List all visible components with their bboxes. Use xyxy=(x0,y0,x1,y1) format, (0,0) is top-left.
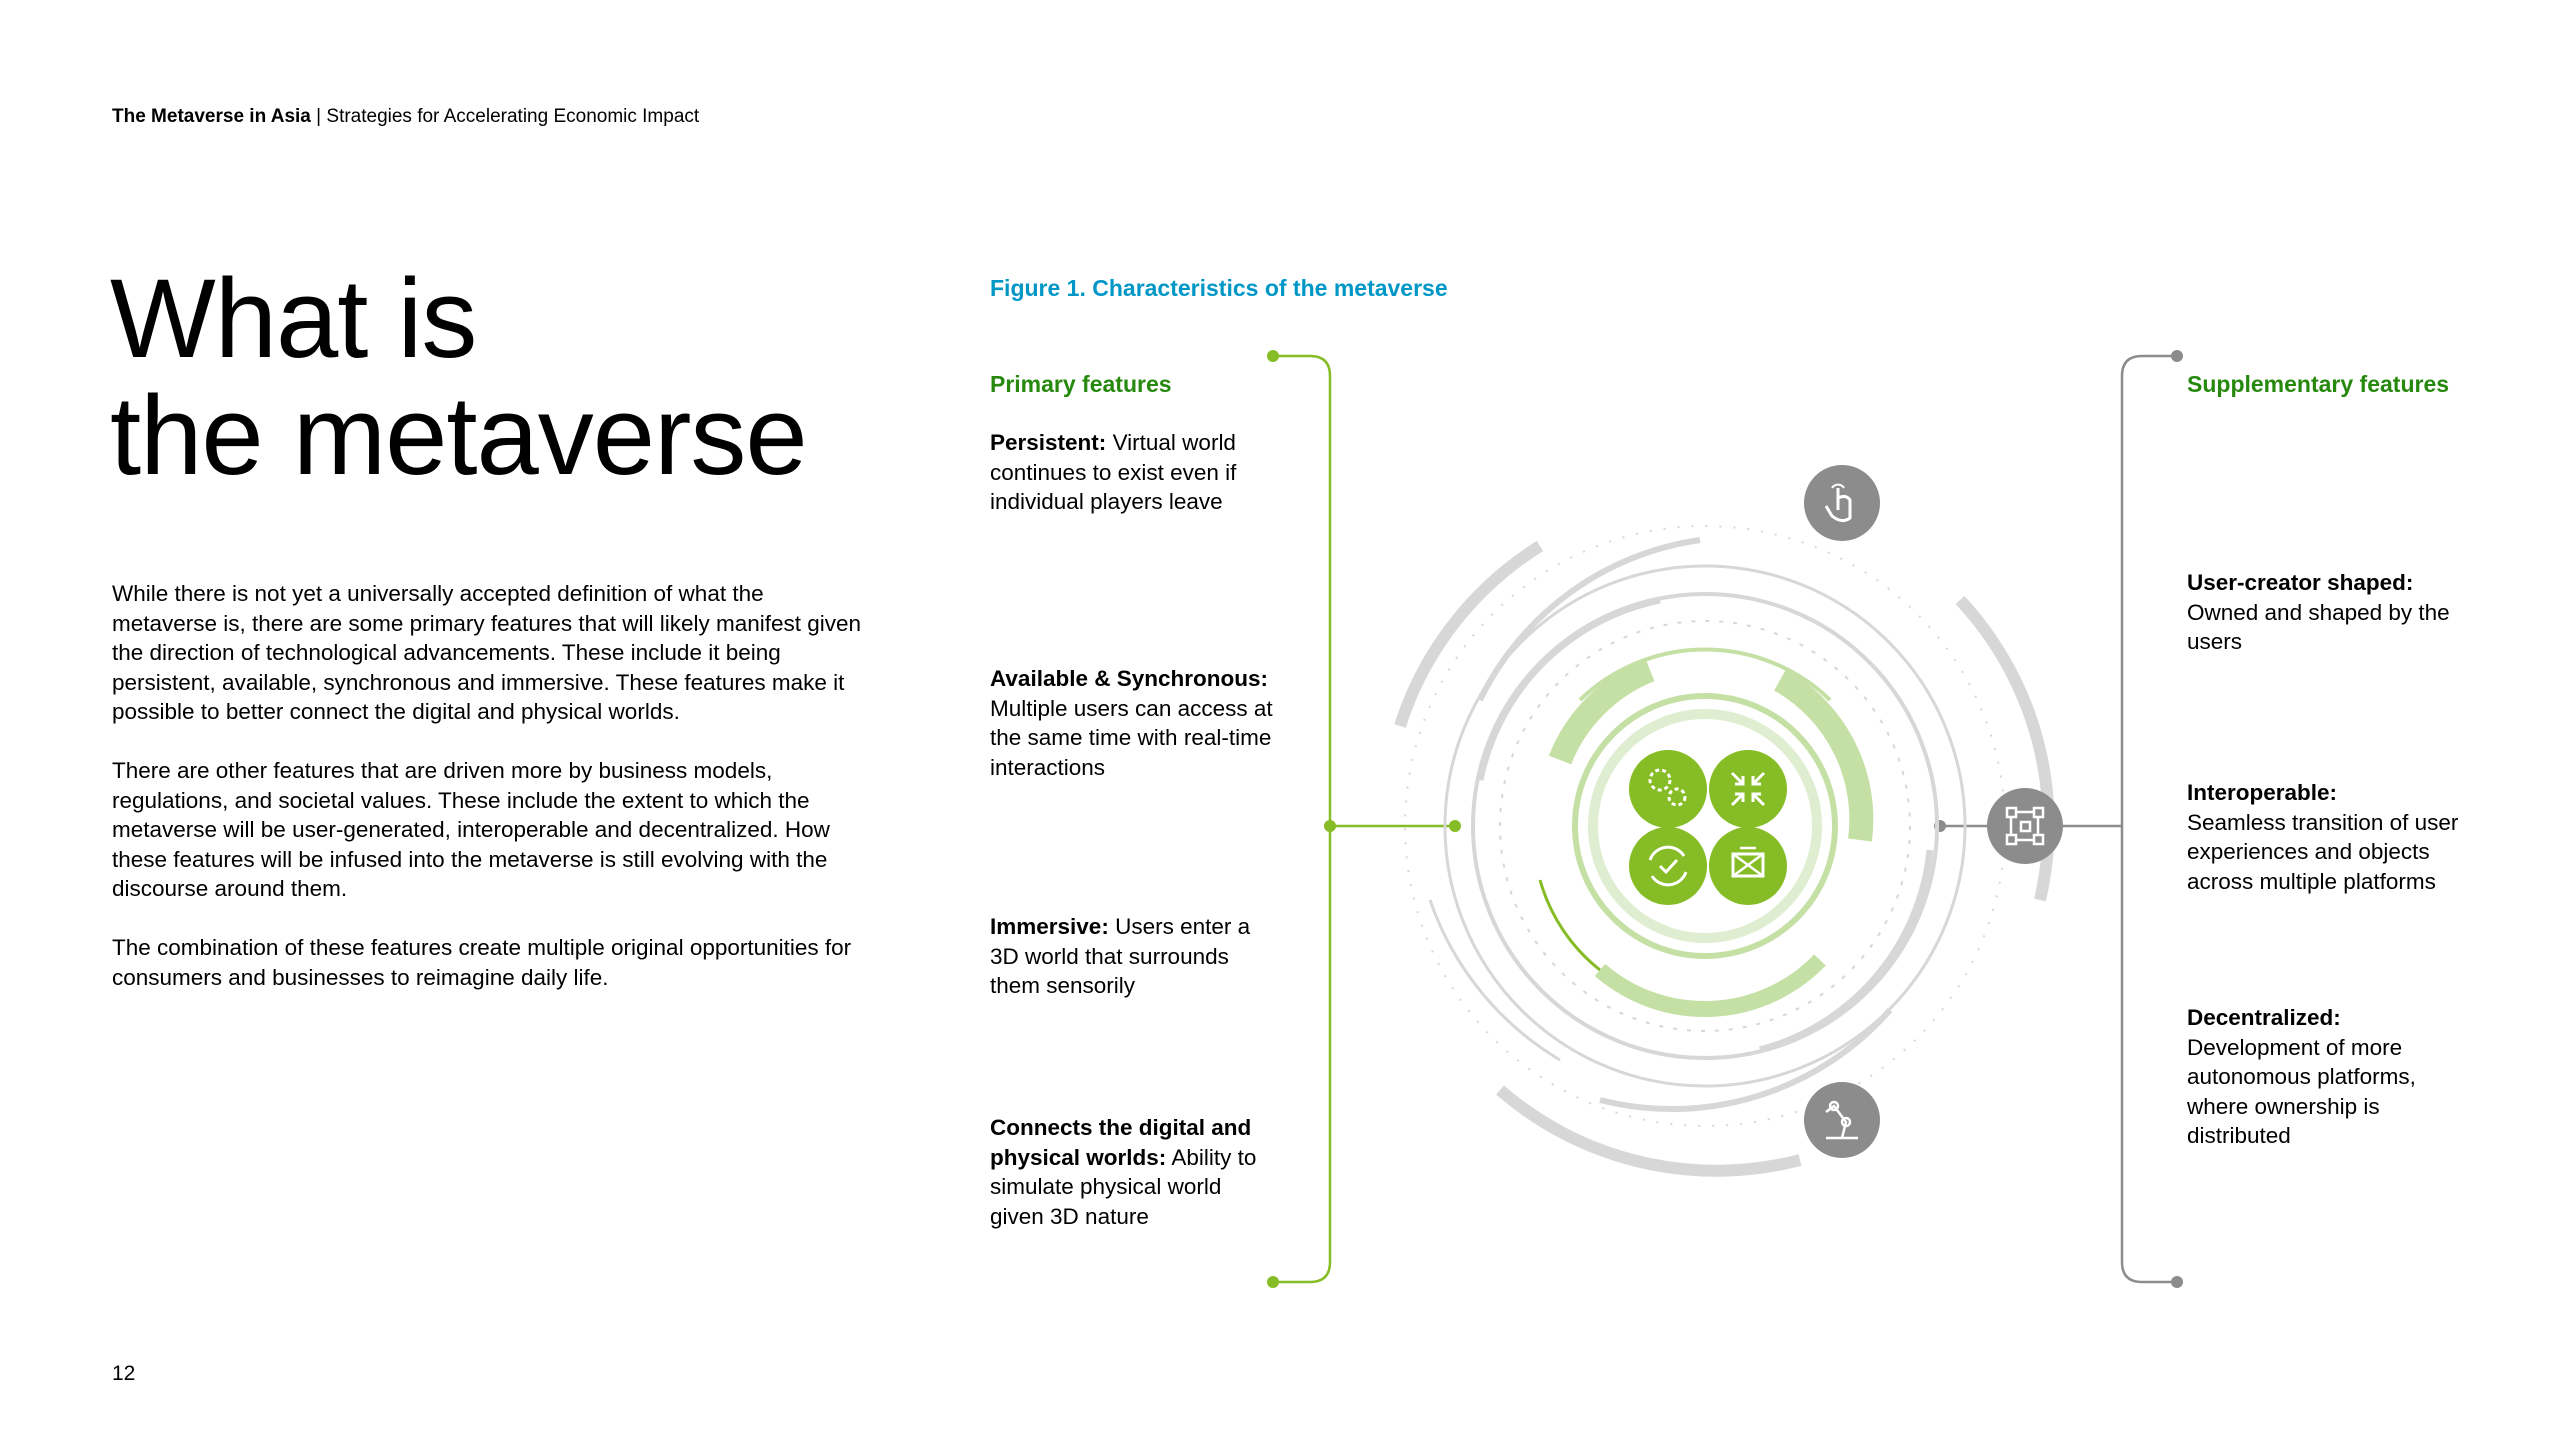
feature-label: Decentralized: xyxy=(2187,1005,2341,1030)
feature-text: Multiple users can access at the same time with real-time interactions xyxy=(990,695,1273,780)
feature-label: Available & Synchronous: xyxy=(990,666,1268,691)
outer-icon-robot-arm-icon xyxy=(1804,1082,1880,1158)
page-title-line-2: the metaverse xyxy=(110,373,807,498)
primary-feature-connects-worlds xyxy=(990,1113,1280,1231)
header-doc-title: The Metaverse in Asia xyxy=(112,106,311,127)
outer-icon-network-nodes-icon xyxy=(1987,788,2063,864)
center-icon-digital-physical-icon xyxy=(1709,827,1787,905)
feature-text: Users enter a 3D world that surrounds them sensorily xyxy=(990,914,1251,998)
center-icon-gears-icon xyxy=(1629,750,1707,828)
supplementary-bracket-dot-top xyxy=(2171,350,2183,362)
center-icon-sync-check-icon xyxy=(1629,827,1707,905)
page-number: 12 xyxy=(112,1362,136,1385)
outer-icon-hand-pointer-icon xyxy=(1804,465,1880,541)
primary-feature-immersive xyxy=(990,912,1270,1001)
supplementary-features-heading: Supplementary features xyxy=(2187,371,2450,397)
feature-text: Development of more autonomous platforms, where ownership is distributed xyxy=(2187,1034,2416,1148)
feature-label: Persistent: xyxy=(990,430,1107,455)
supplementary-feature-decentralized xyxy=(2187,1003,2457,1151)
figure-title: Figure 1. Characteristics of the metaverse xyxy=(990,275,1448,301)
feature-label: User-creator shaped: xyxy=(2187,570,2414,595)
primary-feature-available-synchronous xyxy=(990,664,1280,782)
primary-features-heading: Primary features xyxy=(990,371,1172,397)
primary-bracket-dot-bottom xyxy=(1267,1276,1279,1288)
primary-connector-dot xyxy=(1449,820,1461,832)
primary-bracket xyxy=(1273,356,1455,1282)
body-paragraph-3: The combination of these features create multiple original opportunities for consumers and businesses to reimagine daily life. xyxy=(112,935,852,990)
feature-label: Interoperable: xyxy=(2187,780,2338,805)
header-subtitle: Strategies for Accelerating Economic Impact xyxy=(326,106,700,127)
primary-bracket-dot-mid xyxy=(1324,820,1336,832)
body-paragraph-1: While there is not yet a universally accepted definition of what the metaverse is, there are some primary features that will likely manifest given the direction of technological advancements. These include it being persistent, available, synchronous and immersive. These features make it possible to better connect the digital and physical worlds. xyxy=(112,581,862,724)
center-icon-compress-arrows-icon xyxy=(1709,750,1787,828)
primary-bracket-dot-top xyxy=(1267,350,1279,362)
page-title-line-1: What is xyxy=(110,256,477,381)
body-paragraph-2: There are other features that are driven more by business models, regulations, and societal values. These include the extent to which the metaverse will be user-generated, interoperable and decentralized. How these features will be infused into the metaverse is still evolving with the discourse around them. xyxy=(112,758,830,901)
supplementary-feature-interoperable xyxy=(2187,778,2477,896)
feature-text: Virtual world continues to exist even if individual players leave xyxy=(990,430,1237,514)
supplementary-feature-user-creator xyxy=(2187,568,2457,657)
feature-label: Immersive: xyxy=(990,914,1109,939)
primary-feature-persistent xyxy=(990,428,1270,517)
feature-text: Ability to simulate physical world given 3D nature xyxy=(990,1144,1257,1229)
feature-text: Owned and shaped by the users xyxy=(2187,599,2450,654)
supplementary-bracket-dot-bottom xyxy=(2171,1276,2183,1288)
inner-green-rings xyxy=(1540,650,1861,1010)
feature-text: Seamless transition of user experiences and objects across multiple platforms xyxy=(2187,809,2459,894)
header-separator: | xyxy=(316,106,322,127)
feature-label: Connects the digital and physical worlds: xyxy=(990,1115,1252,1170)
